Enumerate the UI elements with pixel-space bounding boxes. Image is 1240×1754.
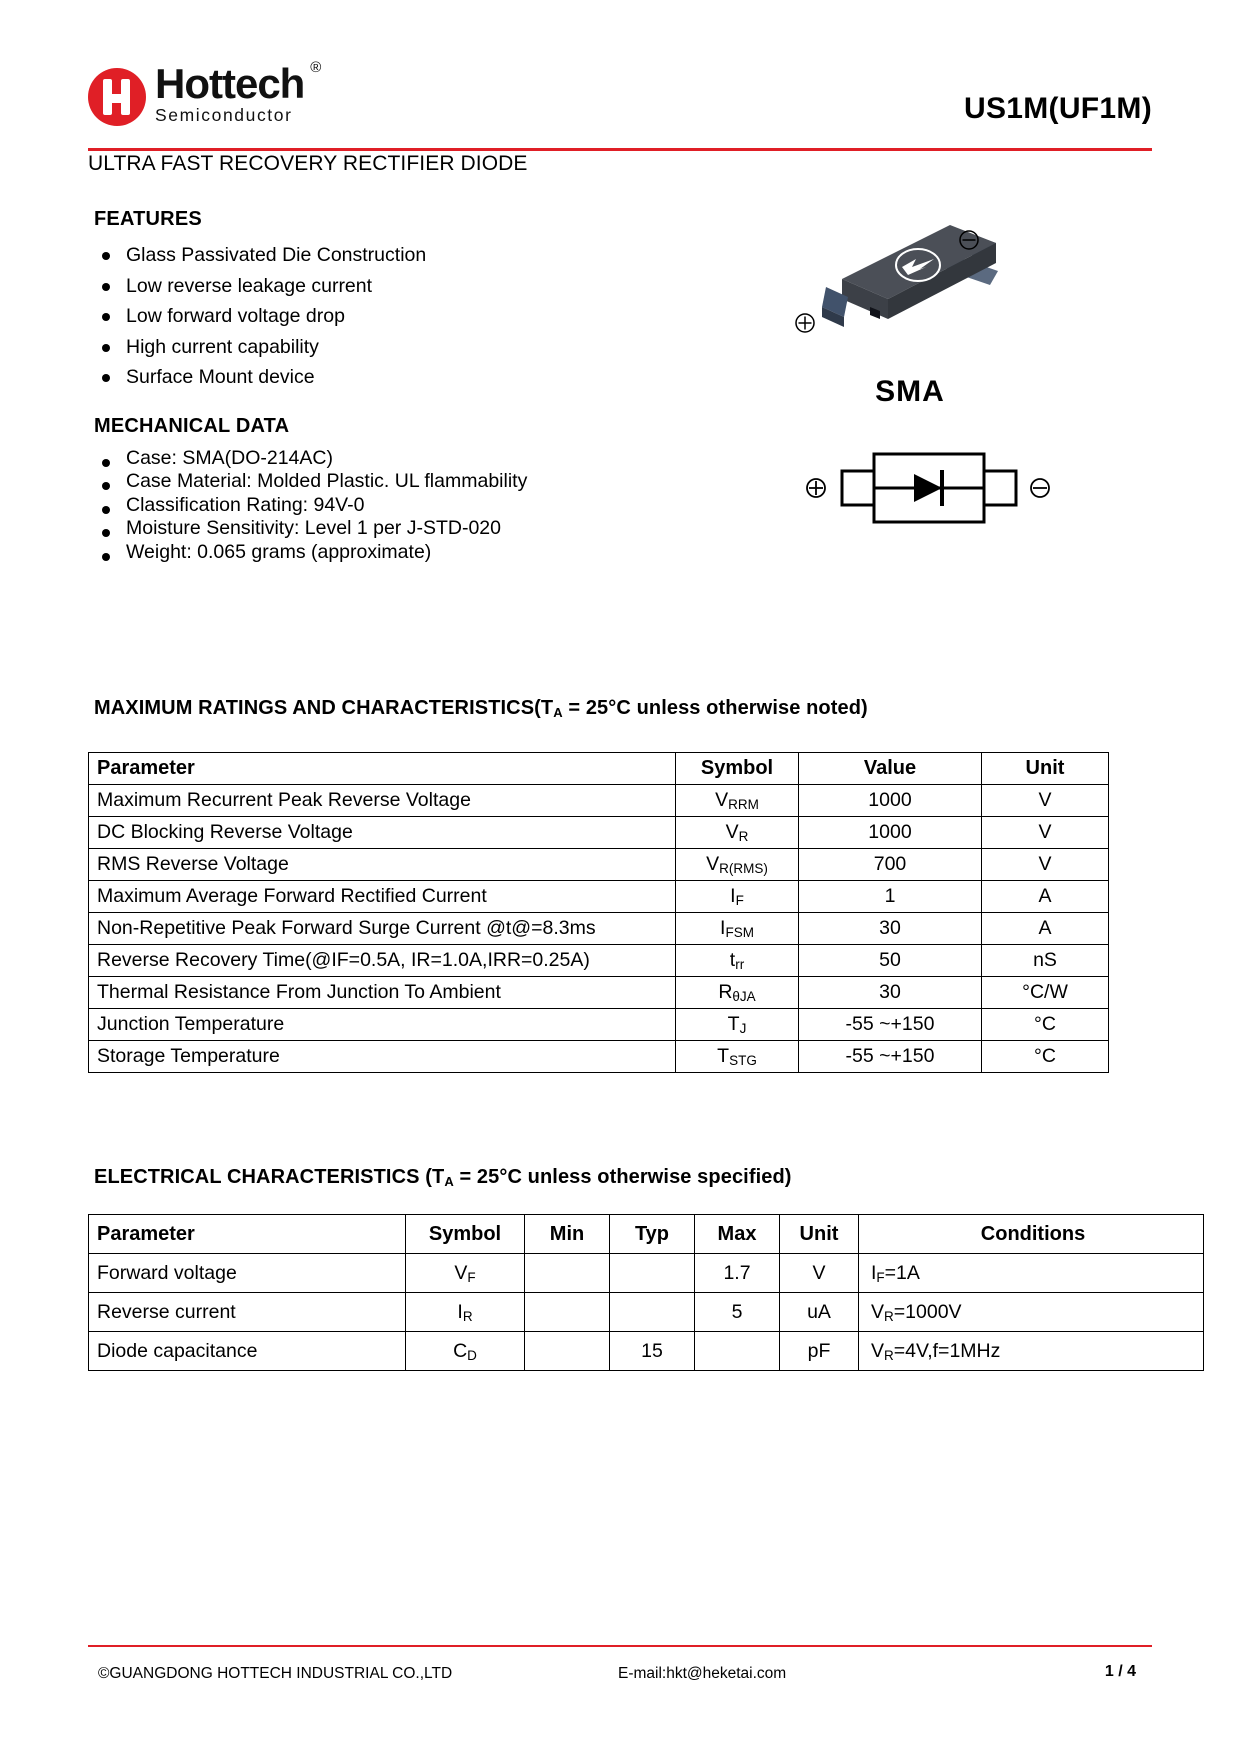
electrical-characteristics-table (88, 1214, 1204, 1371)
cell-parameter: Maximum Recurrent Peak Reverse Voltage (89, 785, 676, 817)
table-row (89, 1254, 1204, 1293)
sma-package-photo (800, 215, 1020, 355)
cell-unit: uA (780, 1293, 859, 1332)
symbol-base: t (729, 949, 736, 971)
condition-tail: =1A (884, 1261, 920, 1284)
symbol-subscript: F (467, 1269, 476, 1285)
symbol-subscript: FSM (725, 925, 754, 940)
logo-crossbar (103, 94, 130, 103)
cell-symbol (676, 817, 799, 849)
cell-unit: pF (780, 1332, 859, 1371)
max-ratings-title-tail: = 25°C unless otherwise noted) (562, 697, 868, 719)
electrical-title-sub: A (444, 1174, 454, 1189)
cell-conditions (859, 1293, 1204, 1332)
cell-typ (610, 1293, 695, 1332)
cell-parameter: Junction Temperature (89, 1009, 676, 1041)
cell-parameter: RMS Reverse Voltage (89, 849, 676, 881)
symbol-base: T (727, 1013, 740, 1035)
table-row (89, 785, 1109, 817)
list-item: Classification Rating: 94V-0 (94, 494, 694, 518)
diode-schematic-symbol (790, 440, 1070, 535)
cell-min (525, 1293, 610, 1332)
cell-unit: °C/W (982, 977, 1109, 1009)
table-row (89, 945, 1109, 977)
column-header-conditions: Conditions (859, 1215, 1204, 1254)
symbol-base: T (717, 1045, 730, 1067)
cell-value: 50 (799, 945, 982, 977)
brand-subtitle: Semiconductor (155, 105, 293, 125)
symbol-subscript: rr (735, 957, 745, 972)
footer-page-number: 1 / 4 (1104, 1663, 1136, 1680)
cell-value: -55 ~+150 (799, 1041, 982, 1073)
cell-unit: A (982, 881, 1109, 913)
cell-symbol (676, 913, 799, 945)
cell-parameter: Reverse Recovery Time(@IF=0.5A, IR=1.0A,IRR=0.25A) (89, 945, 676, 977)
condition-tail: =4V,f=1MHz (893, 1339, 1001, 1362)
cell-value: 1000 (799, 817, 982, 849)
features-list (94, 240, 694, 393)
table-row (89, 817, 1109, 849)
cell-value: 1000 (799, 785, 982, 817)
cell-unit: V (780, 1254, 859, 1293)
table-row (89, 1009, 1109, 1041)
symbol-subscript: R (738, 829, 749, 844)
header-divider (88, 148, 1152, 151)
cell-symbol (676, 1009, 799, 1041)
cell-parameter: Thermal Resistance From Junction To Ambient (89, 977, 676, 1009)
cell-symbol (406, 1254, 525, 1293)
column-header-symbol: Symbol (406, 1215, 525, 1254)
cell-value: -55 ~+150 (799, 1009, 982, 1041)
table-header-row (89, 1215, 1204, 1254)
symbol-subscript: θJA (732, 989, 756, 1004)
cell-parameter: Maximum Average Forward Rectified Current (89, 881, 676, 913)
column-header-typ: Typ (610, 1215, 695, 1254)
brand-logo (88, 59, 322, 126)
cell-unit: V (982, 849, 1109, 881)
condition-subscript: R (884, 1347, 894, 1363)
list-item: Case: SMA(DO-214AC) (94, 447, 694, 471)
symbol-base: V (715, 789, 729, 811)
column-header-max: Max (695, 1215, 780, 1254)
max-ratings-title-main: MAXIMUM RATINGS AND CHARACTERISTICS(T (94, 697, 554, 719)
table-row (89, 849, 1109, 881)
cell-max (695, 1332, 780, 1371)
cell-max: 1.7 (695, 1254, 780, 1293)
cell-parameter: Forward voltage (89, 1254, 406, 1293)
column-header-parameter: Parameter (89, 753, 676, 785)
symbol-subscript: J (739, 1021, 747, 1036)
symbol-base: C (453, 1339, 468, 1362)
electrical-title-tail: = 25°C unless otherwise specified) (453, 1166, 792, 1188)
hottech-logo-icon (88, 68, 146, 126)
registered-trademark-icon: ® (310, 59, 322, 76)
package-illustration-area (780, 215, 1080, 545)
cell-parameter: Storage Temperature (89, 1041, 676, 1073)
document-subtitle: ULTRA FAST RECOVERY RECTIFIER DIODE (88, 152, 528, 175)
cell-unit: V (982, 817, 1109, 849)
cell-symbol (676, 977, 799, 1009)
cell-parameter: Reverse current (89, 1293, 406, 1332)
table-row (89, 1332, 1204, 1371)
cell-symbol (676, 849, 799, 881)
symbol-base: I (720, 917, 726, 939)
cell-parameter: Diode capacitance (89, 1332, 406, 1371)
condition-tail: =1000V (893, 1300, 962, 1323)
symbol-subscript: D (467, 1347, 477, 1363)
symbol-subscript: F (735, 893, 744, 908)
column-header-unit: Unit (982, 753, 1109, 785)
list-item: High current capability (94, 332, 694, 363)
anode-plus-icon (792, 310, 818, 336)
symbol-base: I (730, 885, 736, 907)
cell-value: 700 (799, 849, 982, 881)
table-row (89, 881, 1109, 913)
max-ratings-title-sub: A (553, 705, 563, 720)
cell-min (525, 1332, 610, 1371)
column-header-parameter: Parameter (89, 1215, 406, 1254)
column-header-value: Value (799, 753, 982, 785)
electrical-title-main: ELECTRICAL CHARACTERISTICS (T (94, 1166, 445, 1188)
list-item: Case Material: Molded Plastic. UL flammability (94, 470, 694, 494)
symbol-base: R (718, 981, 733, 1003)
column-header-unit: Unit (780, 1215, 859, 1254)
symbol-subscript: STG (729, 1053, 757, 1068)
symbol-subscript: R(RMS) (719, 861, 768, 876)
cell-unit: nS (982, 945, 1109, 977)
footer-divider (88, 1645, 1152, 1647)
column-header-symbol: Symbol (676, 753, 799, 785)
list-item: Weight: 0.065 grams (approximate) (94, 541, 694, 565)
cell-unit: V (982, 785, 1109, 817)
electrical-characteristics-title (94, 1166, 792, 1189)
page-footer (88, 1655, 1152, 1695)
cell-conditions (859, 1254, 1204, 1293)
page-header (88, 59, 1152, 150)
list-item: Surface Mount device (94, 362, 694, 393)
list-item: Glass Passivated Die Construction (94, 240, 694, 271)
condition-base: I (871, 1261, 877, 1284)
condition-subscript: F (876, 1269, 885, 1285)
cell-symbol (406, 1293, 525, 1332)
list-item: Low reverse leakage current (94, 271, 694, 302)
features-heading: FEATURES (94, 208, 202, 230)
footer-email[interactable]: E-mail:hkt@heketai.com (618, 1665, 787, 1682)
table-row (89, 977, 1109, 1009)
part-number: US1M(UF1M) (964, 92, 1152, 125)
max-ratings-table (88, 752, 1109, 1073)
list-item: Low forward voltage drop (94, 301, 694, 332)
cell-parameter: Non-Repetitive Peak Forward Surge Current @t@=8.3ms (89, 913, 676, 945)
left-content-column (94, 208, 694, 564)
cell-unit: A (982, 913, 1109, 945)
symbol-subscript: R (462, 1308, 473, 1324)
cell-value: 30 (799, 977, 982, 1009)
cathode-minus-icon (956, 227, 982, 253)
cell-value: 30 (799, 913, 982, 945)
cell-symbol (676, 881, 799, 913)
list-item: Moisture Sensitivity: Level 1 per J-STD-020 (94, 517, 694, 541)
symbol-base: I (457, 1300, 463, 1323)
symbol-subscript: RRM (728, 797, 759, 812)
cell-min (525, 1254, 610, 1293)
cell-typ: 15 (610, 1332, 695, 1371)
condition-base: V (871, 1339, 885, 1362)
cell-symbol (676, 785, 799, 817)
package-type-label: SMA (875, 375, 945, 408)
symbol-base: V (454, 1261, 468, 1284)
cell-symbol (676, 1041, 799, 1073)
condition-subscript: R (884, 1308, 894, 1324)
symbol-base: V (725, 821, 739, 843)
cell-typ (610, 1254, 695, 1293)
mechanical-data-heading: MECHANICAL DATA (94, 414, 290, 437)
table-header-row (89, 753, 1109, 785)
cell-conditions (859, 1332, 1204, 1371)
cell-max: 5 (695, 1293, 780, 1332)
table-row (89, 1293, 1204, 1332)
cell-value: 1 (799, 881, 982, 913)
cell-parameter: DC Blocking Reverse Voltage (89, 817, 676, 849)
table-row (89, 913, 1109, 945)
symbol-base: V (706, 853, 720, 875)
cell-symbol (406, 1332, 525, 1371)
table-row (89, 1041, 1109, 1073)
brand-name: Hottech (155, 60, 305, 107)
mechanical-data-list (94, 447, 694, 565)
column-header-min: Min (525, 1215, 610, 1254)
max-ratings-title (94, 697, 868, 720)
cell-symbol (676, 945, 799, 977)
cell-unit: °C (982, 1009, 1109, 1041)
footer-company: ©GUANGDONG HOTTECH INDUSTRIAL CO.,LTD (98, 1665, 453, 1682)
condition-base: V (871, 1300, 885, 1323)
cell-unit: °C (982, 1041, 1109, 1073)
brand-text (155, 59, 322, 125)
